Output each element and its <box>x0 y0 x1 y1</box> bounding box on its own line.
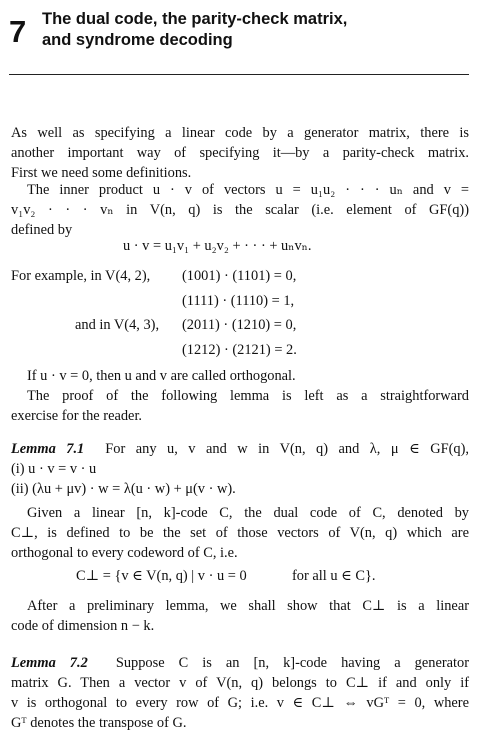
text-line: Gᵀ denotes the transpose of G. <box>11 715 187 731</box>
chapter-title <box>42 9 347 51</box>
lemma-7-1-statement <box>11 439 469 459</box>
text-line: The inner product u · v of vectors u = u₁u₂ · · · uₙ and v = <box>27 182 469 198</box>
example-intro: For example, in V(4, 2), <box>11 268 151 284</box>
dual-code-definition <box>11 503 469 563</box>
chapter-divider <box>9 74 469 75</box>
text-line: exercise for the reader. <box>11 408 143 424</box>
lemma-7-2 <box>11 653 469 733</box>
inner-product-definition <box>11 180 469 240</box>
after-paragraph <box>11 596 469 636</box>
text-line: As well as specifying a linear code by a generator matrix, there is <box>11 125 469 141</box>
example-3: (2011) · (1210) = 0, <box>182 317 297 333</box>
text-line: Given a linear [n, k]-code C, the dual code of C, denoted by <box>27 505 469 521</box>
text-line: orthogonal to every codeword of C, i.e. <box>11 545 238 561</box>
lemma-7-1-part-ii: (ii) (λu + μv) · w = λ(u · w) + μ(v · w). <box>11 481 236 497</box>
lemma-7-2-line-1 <box>11 653 469 673</box>
example-1: (1001) · (1101) = 0, <box>182 268 297 284</box>
intro-paragraph <box>11 123 469 183</box>
example-and-in: and in V(4, 3), <box>75 317 160 333</box>
chapter-title-line-2: and syndrome decoding <box>42 31 233 49</box>
chapter-number: 7 <box>9 14 27 49</box>
inner-product-formula: u · v = u₁v₁ + u₂v₂ + · · · + uₙvₙ. <box>123 238 312 254</box>
dual-code-formula-left: C⊥ = {v ∈ V(n, q) | v · u = 0 <box>76 568 247 584</box>
text-line: v is orthogonal to every row of G; i.e. v ∈ C⊥ ⇔ vGᵀ = 0, where <box>11 695 469 711</box>
text-line: C⊥, is defined to be the set of those vectors of V(n, q) which are <box>11 525 469 541</box>
text-line: matrix G. Then a vector v of V(n, q) belongs to C⊥ if and only if <box>11 675 469 691</box>
orthogonal-paragraph <box>11 366 469 426</box>
lemma-7-1 <box>11 439 469 499</box>
text-line: defined by <box>11 222 73 238</box>
text-line: another important way of specifying it—by a parity-check matrix. <box>11 145 469 161</box>
text-line: First we need some definitions. <box>11 165 192 181</box>
text-line: v₁v₂ · · · vₙ in V(n, q) is the scalar (i.e. element of GF(q)) <box>11 202 469 218</box>
text-line: If u · v = 0, then u and v are called orthogonal. <box>27 368 296 384</box>
chapter-title-line-1: The dual code, the parity-check matrix, <box>42 10 348 28</box>
dual-code-formula-right: for all u ∈ C}. <box>292 568 376 584</box>
lemma-7-2-text: Suppose C is an [n, k]-code having a generator <box>115 655 469 671</box>
example-2: (1111) · (1110) = 1, <box>182 293 295 309</box>
lemma-7-2-head: Lemma 7.2 <box>11 655 88 671</box>
text-line: After a preliminary lemma, we shall show that C⊥ is a linear <box>27 598 469 614</box>
lemma-7-1-text: For any u, v and w in V(n, q) and λ, μ ∈ GF(q), <box>105 441 469 457</box>
text-line: The proof of the following lemma is left as a straightforward <box>27 388 469 404</box>
lemma-7-1-part-i: (i) u · v = v · u <box>11 461 97 477</box>
text-line: code of dimension n − k. <box>11 618 155 634</box>
example-4: (1212) · (2121) = 2. <box>182 342 297 358</box>
lemma-7-1-head: Lemma 7.1 <box>11 441 85 457</box>
